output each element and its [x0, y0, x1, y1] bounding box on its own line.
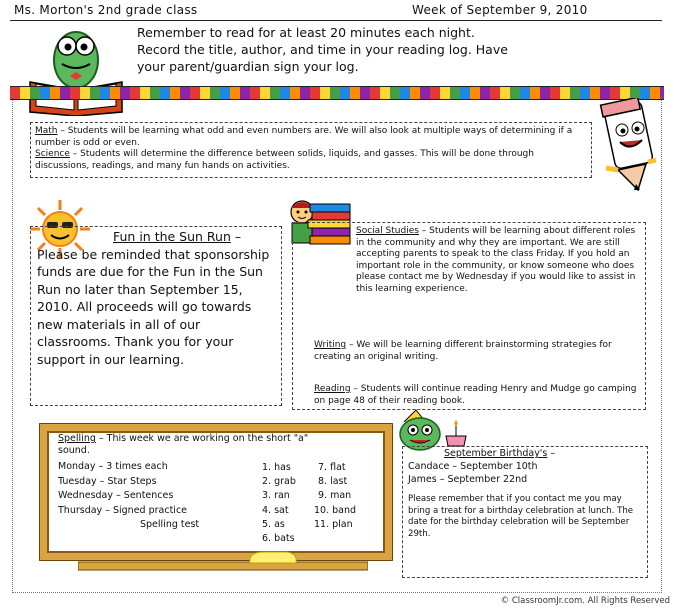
page-frame — [12, 96, 662, 593]
fun-run-title: Fun in the Sun Run — [113, 229, 231, 244]
reminder-line-1: Remember to read for at least 20 minutes each night. — [137, 25, 475, 40]
social-studies-text: – Students will be learning about different roles in the community and why they are important. We are still accepting parents to speak to the class Friday. If you hold an important role in the community, or know someone who does please contact me by Wednesday if you would like to assist in this learning experience. — [356, 226, 636, 294]
science-label: Science — [35, 149, 70, 160]
science-text: – Students will determine the difference between solids, liquids, and gasses. This will be done through discussions, readings, and many fun hands on activities. — [35, 149, 534, 171]
schedule-task: – Star Steps — [96, 476, 157, 487]
spelling-word: 2. grab — [262, 476, 296, 487]
schedule-task: – Sentences — [113, 490, 174, 501]
spelling-word: 7. flat — [318, 462, 346, 473]
schedule-task: – Signed practice — [102, 505, 188, 516]
fun-run-title-suffix: – — [230, 229, 242, 244]
birthday-note: Please remember that if you contact me you may bring a treat for a birthday celebration at lunch. The date for the birthday celebration will be September 29th. — [408, 494, 634, 539]
birthday-entry: James – September 22nd — [408, 474, 528, 485]
spelling-word: 5. as — [262, 519, 285, 530]
reminder-line-2: Record the title, author, and time in your reading log. Have — [137, 42, 508, 57]
reading-text: – Students will continue reading Henry and Mudge go camping on page 48 of their reading book. — [314, 384, 637, 406]
copyright: © ClassroomJr.com. All Rights Reserved — [500, 596, 670, 606]
schedule-task: – 3 times each — [95, 461, 168, 472]
writing-label: Writing — [314, 340, 347, 350]
reading-reminder — [137, 24, 508, 75]
class-name: Ms. Morton's 2nd grade class — [14, 3, 198, 17]
spelling-word: 11. plan — [314, 519, 353, 530]
schedule-day: Wednesday — [58, 490, 114, 501]
birthday-title-suffix: – — [547, 448, 556, 459]
math-label: Math — [35, 126, 58, 136]
spelling-word: 10. band — [314, 505, 357, 516]
fun-run-body: Please be reminded that sponsorship funds are due for the Fun in the Sun Run no later than September 15, 2010. All proceeds will go towards new materials in all of our classrooms. Thank you for your support in our learning. — [37, 246, 270, 367]
schedule-day: Thursday — [58, 505, 103, 516]
header-rule — [10, 20, 662, 21]
writing-text: – We will be learning different brainstorming strategies for creating an original writing. — [314, 340, 612, 362]
spelling-word: 9. man — [318, 490, 352, 501]
schedule-extra: Spelling test — [140, 519, 200, 530]
reminder-line-3: your parent/guardian sign your log. — [137, 59, 359, 74]
birthday-entry: Candace – September 10th — [408, 461, 538, 472]
social-studies-label: Social Studies — [356, 226, 419, 236]
spelling-word: 3. ran — [262, 490, 290, 501]
spelling-word: 1. has — [262, 462, 291, 473]
spelling-word: 6. bats — [262, 533, 295, 544]
reading-label: Reading — [314, 384, 351, 394]
spelling-intro-text: – This week we are working on the short "a" sound. — [58, 433, 309, 456]
schedule-day: Monday — [58, 461, 96, 472]
week-label: Week of September 9, 2010 — [412, 3, 588, 17]
birthday-title: September Birthday's — [444, 448, 548, 459]
schedule-day: Tuesday — [58, 476, 97, 487]
spelling-label: Spelling — [58, 433, 96, 444]
spelling-word: 4. sat — [262, 505, 289, 516]
math-text: – Students will be learning what odd and even numbers are. We will also look at multiple ways of determining if a number is odd or even. — [35, 126, 573, 148]
spelling-word: 8. last — [318, 476, 348, 487]
